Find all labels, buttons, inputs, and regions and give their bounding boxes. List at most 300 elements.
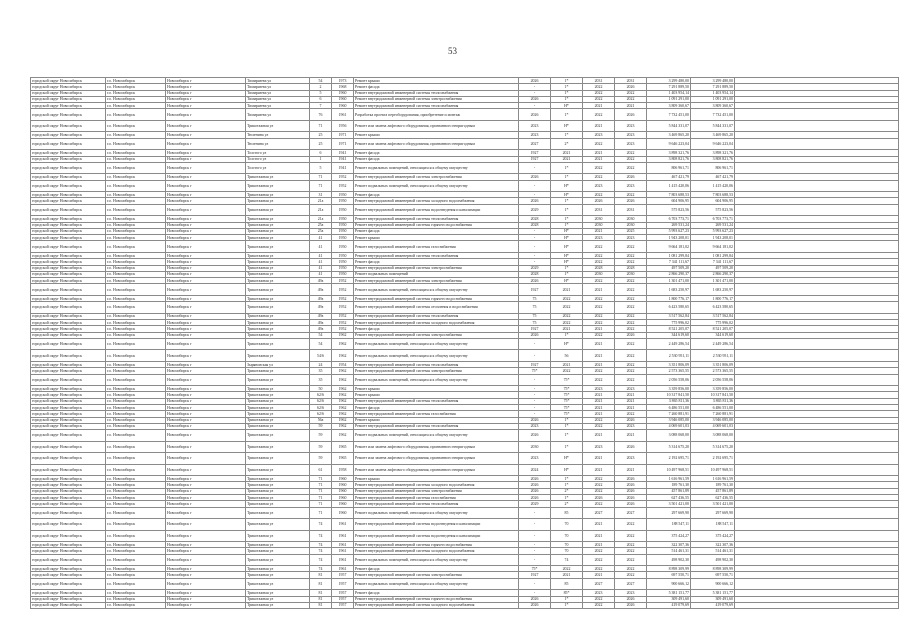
cell-year-built: 1962 bbox=[332, 417, 354, 423]
cell-cost: 3 808 821,76 bbox=[647, 156, 691, 162]
cell-house: 81 bbox=[310, 578, 332, 590]
cell-house: 41 bbox=[310, 235, 332, 241]
cell-city: Новосибирск г bbox=[166, 302, 246, 314]
cell-street: Трикотажная ул bbox=[246, 386, 310, 392]
cell-house: 49a bbox=[310, 320, 332, 326]
cell-year-c: 2021 bbox=[583, 350, 615, 362]
cell-year-c: 2031 bbox=[583, 78, 615, 84]
cell-year-c: 2023 bbox=[583, 180, 615, 192]
cell-year-b: 75* bbox=[551, 392, 583, 398]
table-row bbox=[31, 241, 899, 253]
cell-cost: 9 646 223,04 bbox=[647, 138, 691, 150]
cell-total-cost: 627 436,55 bbox=[691, 494, 735, 500]
cell-year-d: 2022 bbox=[615, 542, 647, 548]
cell-cost: 5 844 331,07 bbox=[647, 120, 691, 132]
cell-year-d: 2022 bbox=[615, 572, 647, 578]
cell-year-b: Н* bbox=[551, 228, 583, 234]
cell-year-a: 75* bbox=[519, 566, 551, 572]
cell-municipality: городской округ Новосибирск bbox=[31, 271, 106, 277]
cell-cost: 3 865 811,36 bbox=[647, 398, 691, 404]
cell-work-type: Ремонт внутридомовой инженерной системы газоснабжения bbox=[354, 411, 519, 417]
cell-cost: 1 943 208,01 bbox=[647, 235, 691, 241]
cell-cost: 1 081 299,84 bbox=[647, 252, 691, 258]
cell-cost: 7 291 889,50 bbox=[647, 84, 691, 90]
cell-cost: 3 809 360,67 bbox=[647, 103, 691, 109]
cell-house: 21a bbox=[310, 216, 332, 222]
cell-year-d: 2027 bbox=[615, 578, 647, 590]
cell-house: 59 bbox=[310, 430, 332, 442]
cell-year-b: 1* bbox=[551, 332, 583, 338]
table-row bbox=[31, 578, 899, 590]
cell-total-cost: 3 809 360,67 bbox=[691, 103, 735, 109]
cell-year-a: - bbox=[519, 192, 551, 198]
cell-settlement: г.о. Новосибирск bbox=[106, 501, 166, 507]
cell-settlement: г.о. Новосибирск bbox=[106, 84, 166, 90]
cell-year-c: 2021 bbox=[583, 361, 615, 367]
cell-street: Трикотажная ул bbox=[246, 180, 310, 192]
cell-municipality: городской округ Новосибирск bbox=[31, 265, 106, 271]
cell-municipality: городской округ Новосибирск bbox=[31, 252, 106, 258]
cell-total-cost: 1 415 420,06 bbox=[691, 180, 735, 192]
cell-year-d: 2030 bbox=[615, 216, 647, 222]
cell-year-built: 1956 bbox=[332, 120, 354, 132]
table-row bbox=[31, 530, 899, 542]
cell-street: Трикотажная ул bbox=[246, 241, 310, 253]
cell-year-b: 1* bbox=[551, 132, 583, 138]
cell-total-cost: 4 069 601,03 bbox=[691, 423, 735, 429]
cell-municipality: городской округ Новосибирск bbox=[31, 241, 106, 253]
cell-cost: 5 993 627,23 bbox=[647, 228, 691, 234]
table-row bbox=[31, 109, 899, 121]
cell-work-type: Ремонт внутридомовой инженерной системы теплоснабжения bbox=[354, 252, 519, 258]
cell-city: Новосибирск г bbox=[166, 453, 246, 465]
cell-blank bbox=[735, 241, 899, 253]
cell-year-a: - bbox=[519, 548, 551, 554]
cell-municipality: городской округ Новосибирск bbox=[31, 488, 106, 494]
cell-street: Трикотажная ул bbox=[246, 271, 310, 277]
table-row bbox=[31, 350, 899, 362]
cell-year-b: 1* bbox=[551, 430, 583, 442]
cell-year-a: 1927 bbox=[519, 326, 551, 332]
page-number: 53 bbox=[448, 46, 457, 56]
cell-year-d: 2021 bbox=[615, 404, 647, 410]
cell-year-c: 2023 bbox=[583, 386, 615, 392]
cell-year-c: 2022 bbox=[583, 138, 615, 150]
table-row bbox=[31, 302, 899, 314]
cell-work-type: Ремонт подвальных помещений, относящихся к общему имуществу bbox=[354, 338, 519, 350]
cell-year-a: 2023 bbox=[519, 120, 551, 132]
cell-year-a: - bbox=[519, 404, 551, 410]
cell-municipality: городской округ Новосибирск bbox=[31, 96, 106, 102]
cell-city: Новосибирск г bbox=[166, 138, 246, 150]
cell-year-d: 2031 bbox=[615, 78, 647, 84]
cell-year-b: 75* bbox=[551, 411, 583, 417]
cell-work-type: Ремонт крыши bbox=[354, 78, 519, 84]
cell-work-type: Ремонт или замена лифтового оборудования, признанного непригодным bbox=[354, 453, 519, 465]
cell-house: 74 bbox=[310, 542, 332, 548]
cell-settlement: г.о. Новосибирск bbox=[106, 162, 166, 174]
cell-total-cost: 375 424,27 bbox=[691, 530, 735, 542]
cell-year-b: 75* bbox=[551, 398, 583, 404]
cell-year-c: 2021 bbox=[583, 284, 615, 296]
cell-cost: 604 906,95 bbox=[647, 198, 691, 204]
cell-settlement: г.о. Новосибирск bbox=[106, 566, 166, 572]
cell-year-built: 1961 bbox=[332, 548, 354, 554]
cell-year-built: 1950 bbox=[332, 241, 354, 253]
cell-work-type: Ремонт внутридомовой инженерной системы теплоснабжения bbox=[354, 398, 519, 404]
cell-work-type: Ремонт крыши bbox=[354, 392, 519, 398]
cell-work-type: Ремонт фасада bbox=[354, 192, 519, 198]
cell-municipality: городской округ Новосибирск bbox=[31, 326, 106, 332]
cell-year-b: 2021 bbox=[551, 156, 583, 162]
cell-year-c: 2021 bbox=[583, 392, 615, 398]
cell-year-d: 2022 bbox=[615, 313, 647, 319]
table-row bbox=[31, 453, 899, 465]
cell-city: Новосибирск г bbox=[166, 78, 246, 84]
cell-cost: 7 260 881,91 bbox=[647, 411, 691, 417]
cell-total-cost: 2 192 695,71 bbox=[691, 453, 735, 465]
cell-year-b: 75* bbox=[551, 386, 583, 392]
cell-work-type: Разработка проекта переоборудования, приобретение и монтаж bbox=[354, 109, 519, 121]
cell-year-c: 2022 bbox=[583, 259, 615, 265]
cell-year-b: 1* bbox=[551, 596, 583, 602]
cell-house: 41 bbox=[310, 259, 332, 265]
cell-total-cost: 3 469 865,20 bbox=[691, 132, 735, 138]
cell-year-b: 1* bbox=[551, 441, 583, 453]
cell-settlement: г.о. Новосибирск bbox=[106, 404, 166, 410]
cell-total-cost: 900 666,12 bbox=[691, 578, 735, 590]
cell-municipality: городской округ Новосибирск bbox=[31, 284, 106, 296]
cell-street: Трикотажная ул bbox=[246, 222, 310, 228]
cell-work-type: Ремонт фасада bbox=[354, 156, 519, 162]
cell-municipality: городской округ Новосибирск bbox=[31, 156, 106, 162]
cell-city: Новосибирск г bbox=[166, 423, 246, 429]
cell-year-built: 1958 bbox=[332, 464, 354, 476]
cell-year-b: Н* bbox=[551, 235, 583, 241]
cell-street: Трикотажная ул bbox=[246, 542, 310, 548]
cell-year-c: 2022 bbox=[583, 548, 615, 554]
cell-city: Новосибирск г bbox=[166, 602, 246, 608]
cell-city: Новосибирск г bbox=[166, 156, 246, 162]
cell-year-b: 1* bbox=[551, 84, 583, 90]
cell-year-d: 2026 bbox=[615, 482, 647, 488]
cell-house: 2 bbox=[310, 84, 332, 90]
cell-year-built: 1973 bbox=[332, 78, 354, 84]
cell-city: Новосибирск г bbox=[166, 313, 246, 319]
cell-year-b: 1* bbox=[551, 174, 583, 180]
cell-year-d: 2022 bbox=[615, 411, 647, 417]
cell-municipality: городской округ Новосибирск bbox=[31, 84, 106, 90]
cell-total-cost: 7 291 889,50 bbox=[691, 84, 735, 90]
cell-work-type: Ремонт внутридомовой инженерной системы электроснабжения bbox=[354, 488, 519, 494]
cell-year-built: 1952 bbox=[332, 313, 354, 319]
cell-city: Новосибирск г bbox=[166, 430, 246, 442]
table-row bbox=[31, 464, 899, 476]
cell-work-type: Ремонт крыши bbox=[354, 476, 519, 482]
cell-street: Трикотажная ул bbox=[246, 332, 310, 338]
cell-house: 25 bbox=[310, 132, 332, 138]
table-row bbox=[31, 162, 899, 174]
cell-year-a: - bbox=[519, 374, 551, 386]
cell-city: Новосибирск г bbox=[166, 180, 246, 192]
cell-year-a: 75 bbox=[519, 320, 551, 326]
cell-year-built: 1950 bbox=[332, 204, 354, 216]
cell-cost: 1 301 471,00 bbox=[647, 278, 691, 284]
cell-house: 49a bbox=[310, 326, 332, 332]
cell-municipality: городской округ Новосибирск bbox=[31, 572, 106, 578]
cell-city: Новосибирск г bbox=[166, 441, 246, 453]
cell-year-c: 2022 bbox=[583, 162, 615, 174]
cell-city: Новосибирск г bbox=[166, 132, 246, 138]
cell-total-cost: 3 865 811,36 bbox=[691, 398, 735, 404]
cell-year-a: 2026 bbox=[519, 482, 551, 488]
cell-total-cost: 3 501 421,00 bbox=[691, 501, 735, 507]
cell-year-a: 2023 bbox=[519, 132, 551, 138]
cell-work-type: Ремонт фасада bbox=[354, 590, 519, 596]
cell-municipality: городской округ Новосибирск bbox=[31, 430, 106, 442]
cell-year-c: 2021 bbox=[583, 156, 615, 162]
cell-year-b: Н* bbox=[551, 192, 583, 198]
cell-settlement: г.о. Новосибирск bbox=[106, 476, 166, 482]
cell-year-d: 2022 bbox=[615, 566, 647, 572]
cell-year-a: 75 bbox=[519, 313, 551, 319]
cell-settlement: г.о. Новосибирск bbox=[106, 313, 166, 319]
cell-cost: 188 547,11 bbox=[647, 519, 691, 531]
cell-year-b: 1* bbox=[551, 222, 583, 228]
cell-year-d: 2022 bbox=[615, 326, 647, 332]
cell-cost: 457 861,89 bbox=[647, 488, 691, 494]
cell-house: 49a bbox=[310, 313, 332, 319]
cell-total-cost: 7 803 688,53 bbox=[691, 192, 735, 198]
cell-year-d: 2026 bbox=[615, 596, 647, 602]
cell-year-d: 2021 bbox=[615, 398, 647, 404]
cell-work-type: Ремонт или замена лифтового оборудования, признанного непригодным bbox=[354, 120, 519, 132]
cell-year-d: 2022 bbox=[615, 548, 647, 554]
cell-street: Трикотажная ул bbox=[246, 320, 310, 326]
cell-year-c: 2021 bbox=[583, 411, 615, 417]
cell-year-d: 2023 bbox=[615, 453, 647, 465]
cell-total-cost: 1 943 208,01 bbox=[691, 235, 735, 241]
cell-settlement: г.о. Новосибирск bbox=[106, 361, 166, 367]
cell-year-d: 2030 bbox=[615, 271, 647, 277]
cell-total-cost: 1 403 954,14 bbox=[691, 90, 735, 96]
cell-settlement: г.о. Новосибирск bbox=[106, 138, 166, 150]
cell-year-built: 1950 bbox=[332, 271, 354, 277]
cell-cost: 2 866 290,37 bbox=[647, 271, 691, 277]
cell-cost: 2 573 365,55 bbox=[647, 368, 691, 374]
cell-municipality: городской округ Новосибирск bbox=[31, 228, 106, 234]
cell-year-d: 2022 bbox=[615, 295, 647, 301]
cell-settlement: г.о. Новосибирск bbox=[106, 278, 166, 284]
cell-year-built: 1962 bbox=[332, 386, 354, 392]
cell-municipality: городской округ Новосибирск bbox=[31, 453, 106, 465]
cell-year-a: - bbox=[519, 542, 551, 548]
cell-street: Трикотажная ул bbox=[246, 313, 310, 319]
cell-blank bbox=[735, 554, 899, 566]
cell-city: Новосибирск г bbox=[166, 162, 246, 174]
cell-street: Трикотажная ул bbox=[246, 120, 310, 132]
cell-total-cost: 8 898 309,99 bbox=[691, 566, 735, 572]
cell-year-c: 2022 bbox=[583, 320, 615, 326]
cell-cost: 6 486 551,00 bbox=[647, 404, 691, 410]
cell-year-built: 1950 bbox=[332, 235, 354, 241]
cell-work-type: Ремонт подвальных помещений, относящихся к общему имуществу bbox=[354, 180, 519, 192]
cell-cost: 5 314 675,20 bbox=[647, 441, 691, 453]
cell-city: Новосибирск г bbox=[166, 548, 246, 554]
cell-municipality: городской округ Новосибирск bbox=[31, 398, 106, 404]
cell-city: Новосибирск г bbox=[166, 519, 246, 531]
cell-street: Трикотажная ул bbox=[246, 302, 310, 314]
cell-year-b: Н* bbox=[551, 252, 583, 258]
cell-municipality: городской округ Новосибирск bbox=[31, 198, 106, 204]
cell-total-cost: 3 351 806,09 bbox=[691, 361, 735, 367]
cell-year-c: 2021 bbox=[583, 464, 615, 476]
cell-settlement: г.о. Новосибирск bbox=[106, 392, 166, 398]
cell-year-built: 1960 bbox=[332, 482, 354, 488]
cell-municipality: городской округ Новосибирск bbox=[31, 132, 106, 138]
cell-year-b: 70 bbox=[551, 542, 583, 548]
cell-settlement: г.о. Новосибирск bbox=[106, 265, 166, 271]
cell-year-c: 2022 bbox=[583, 174, 615, 180]
cell-work-type: Ремонт подвальных помещений, относящихся к общему имуществу bbox=[354, 578, 519, 590]
cell-settlement: г.о. Новосибирск bbox=[106, 150, 166, 156]
cell-year-d: 2026 bbox=[615, 332, 647, 338]
cell-total-cost: 188 547,11 bbox=[691, 519, 735, 531]
cell-settlement: г.о. Новосибирск bbox=[106, 326, 166, 332]
cell-year-built: 1950 bbox=[332, 228, 354, 234]
cell-house: 71 bbox=[310, 476, 332, 482]
cell-total-cost: 2 573 365,55 bbox=[691, 368, 735, 374]
cell-year-a: - bbox=[519, 241, 551, 253]
cell-settlement: г.о. Новосибирск bbox=[106, 96, 166, 102]
cell-street: Трикотажная ул bbox=[246, 519, 310, 531]
cell-work-type: Ремонт подвальных помещений, относящихся к общему имуществу bbox=[354, 284, 519, 296]
cell-municipality: городской округ Новосибирск bbox=[31, 386, 106, 392]
cell-street: Трикотажная ул bbox=[246, 590, 310, 596]
cell-year-b: 1* bbox=[551, 109, 583, 121]
cell-settlement: г.о. Новосибирск bbox=[106, 103, 166, 109]
cell-city: Новосибирск г bbox=[166, 464, 246, 476]
cell-cost: 4 069 601,03 bbox=[647, 423, 691, 429]
cell-work-type: Ремонт или замена лифтового оборудования, признанного непригодным bbox=[354, 138, 519, 150]
cell-cost: 6 423 580,65 bbox=[647, 302, 691, 314]
cell-cost: 10 497 968,51 bbox=[647, 464, 691, 476]
cell-year-a: 2026 bbox=[519, 174, 551, 180]
cell-work-type: Ремонт подвальных помещений, относящихся к общему имуществу bbox=[354, 350, 519, 362]
cell-work-type: Ремонт крыши bbox=[354, 417, 519, 423]
cell-work-type: Ремонт внутридомовой инженерной системы теплоснабжения bbox=[354, 423, 519, 429]
cell-year-d: 2022 bbox=[615, 554, 647, 566]
cell-year-b: Н* bbox=[551, 338, 583, 350]
cell-total-cost: 1 081 299,84 bbox=[691, 252, 735, 258]
cell-year-built: 1952 bbox=[332, 284, 354, 296]
cell-year-c: 2022 bbox=[583, 417, 615, 423]
cell-year-d: 2022 bbox=[615, 252, 647, 258]
cell-year-b: 1* bbox=[551, 162, 583, 174]
cell-year-built: 1960 bbox=[332, 507, 354, 519]
cell-settlement: г.о. Новосибирск bbox=[106, 530, 166, 542]
cell-municipality: городской округ Новосибирск bbox=[31, 590, 106, 596]
cell-municipality: городской округ Новосибирск bbox=[31, 302, 106, 314]
cell-year-a: 2026 bbox=[519, 476, 551, 482]
cell-work-type: Ремонт подвальных помещений, относящихся к общему имуществу bbox=[354, 162, 519, 174]
cell-work-type: Ремонт фасада bbox=[354, 84, 519, 90]
cell-work-type: Ремонт внутридомовой инженерной системы холодного водоснабжения bbox=[354, 198, 519, 204]
cell-city: Новосибирск г bbox=[166, 332, 246, 338]
cell-street: Трикотажная ул bbox=[246, 326, 310, 332]
cell-work-type: Ремонт крыши bbox=[354, 235, 519, 241]
cell-settlement: г.о. Новосибирск bbox=[106, 590, 166, 596]
cell-year-c: 2031 bbox=[583, 204, 615, 216]
cell-street: Трикотажная ул bbox=[246, 235, 310, 241]
cell-city: Новосибирск г bbox=[166, 103, 246, 109]
cell-work-type: Ремонт внутридомовой инженерной системы теплоснабжения bbox=[354, 313, 519, 319]
cell-city: Новосибирск г bbox=[166, 216, 246, 222]
cell-house: 41 bbox=[310, 265, 332, 271]
cell-street: Трикотажная ул bbox=[246, 192, 310, 198]
cell-house: 62/6 bbox=[310, 392, 332, 398]
cell-settlement: г.о. Новосибирск bbox=[106, 180, 166, 192]
cell-street: Трикотажная ул bbox=[246, 530, 310, 542]
cell-house: 25a bbox=[310, 228, 332, 234]
cell-settlement: г.о. Новосибирск bbox=[106, 109, 166, 121]
cell-municipality: городской округ Новосибирск bbox=[31, 441, 106, 453]
cell-year-built: 1952 bbox=[332, 302, 354, 314]
cell-year-built: 1961 bbox=[332, 554, 354, 566]
cell-blank bbox=[735, 162, 899, 174]
cell-work-type: Ремонт подвальных помещений, относящихся к общему имуществу bbox=[354, 507, 519, 519]
cell-municipality: городской округ Новосибирск bbox=[31, 602, 106, 608]
cell-house: 71 bbox=[310, 507, 332, 519]
cell-city: Новосибирск г bbox=[166, 235, 246, 241]
cell-year-a: - bbox=[519, 259, 551, 265]
cell-total-cost: 2 530 951,11 bbox=[691, 350, 735, 362]
cell-cost: 6 703 773,71 bbox=[647, 216, 691, 222]
cell-year-b: 85 bbox=[551, 507, 583, 519]
cell-blank bbox=[735, 507, 899, 519]
cell-cost: 3 898 321,76 bbox=[647, 150, 691, 156]
cell-year-d: 2022 bbox=[615, 338, 647, 350]
cell-year-b: 1* bbox=[551, 271, 583, 277]
cell-settlement: г.о. Новосибирск bbox=[106, 284, 166, 296]
cell-year-a: - bbox=[519, 235, 551, 241]
cell-blank bbox=[735, 138, 899, 150]
cell-settlement: г.о. Новосибирск bbox=[106, 350, 166, 362]
cell-settlement: г.о. Новосибирск bbox=[106, 548, 166, 554]
cell-city: Новосибирск г bbox=[166, 265, 246, 271]
cell-street: Трикотажная ул bbox=[246, 204, 310, 216]
cell-municipality: городской округ Новосибирск bbox=[31, 320, 106, 326]
cell-house: 49a bbox=[310, 295, 332, 301]
cell-total-cost: 7 260 881,91 bbox=[691, 411, 735, 417]
cell-city: Новосибирск г bbox=[166, 578, 246, 590]
cell-year-a: 2023 bbox=[519, 453, 551, 465]
cell-house: 7 bbox=[310, 103, 332, 109]
cell-year-c: 2023 bbox=[583, 441, 615, 453]
cell-house: 41 bbox=[310, 241, 332, 253]
cell-year-built: 1960 bbox=[332, 96, 354, 102]
cell-year-a: 2026 bbox=[519, 78, 551, 84]
cell-year-d: 2022 bbox=[615, 278, 647, 284]
cell-year-d: 2026 bbox=[615, 109, 647, 121]
cell-house: 54 bbox=[310, 332, 332, 338]
cell-settlement: г.о. Новосибирск bbox=[106, 494, 166, 500]
cell-street: Трикотажная ул bbox=[246, 501, 310, 507]
cell-municipality: городской округ Новосибирск bbox=[31, 313, 106, 319]
cell-blank bbox=[735, 430, 899, 442]
cell-municipality: городской округ Новосибирск bbox=[31, 361, 106, 367]
cell-city: Новосибирск г bbox=[166, 488, 246, 494]
